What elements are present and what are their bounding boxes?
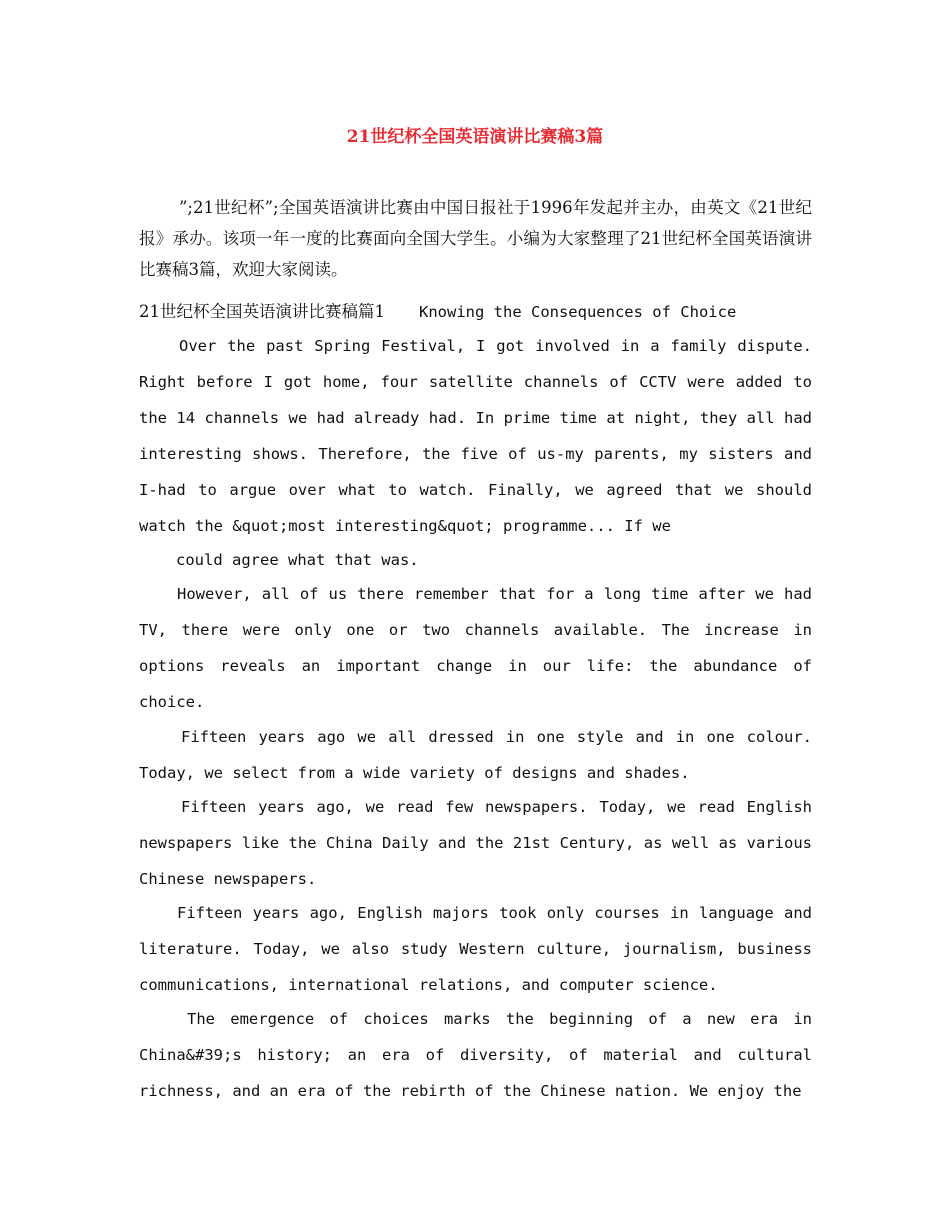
body-paragraph-2: However, all of us there remember that for a long time after we had TV, there were only one or two channels available. The increase in options reveals an important change in our life: the abundance of choice. — [139, 585, 812, 711]
body-paragraph-5: Fifteen years ago, English majors took only courses in language and literature. Today, we also study Western culture, journalism, business communications, international relations, and computer science. — [139, 904, 812, 994]
section-heading-en: Knowing the Consequences of Choice — [419, 303, 737, 321]
document-title: 21世纪杯全国英语演讲比赛稿3篇 — [346, 127, 604, 147]
section-heading-cn: 21世纪杯全国英语演讲比赛稿篇1 — [139, 302, 385, 321]
body-paragraph-1-continuation: could agree what that was. — [176, 551, 419, 569]
intro-paragraph — [139, 192, 812, 285]
section-heading — [139, 298, 839, 326]
body-paragraph-3: Fifteen years ago we all dressed in one style and in one colour. Today, we select from a wide variety of designs and shades. — [139, 728, 812, 782]
body-paragraph-1: Over the past Spring Festival, I got involved in a family dispute. Right before I got home, four satellite channels of CCTV were added to the 14 channels we had already had. In prime time at night, they all had interesting shows. Therefore, the five of us-my parents, my sisters and I-had to argue over what to watch. Finally, we agreed that we should watch the &quot;most interesting&quot; programme... If we — [139, 337, 812, 535]
intro-text: ”;21世纪杯”;全国英语演讲比赛由中国日报社于1996年发起并主办，由英文《21世纪报》承办。该项一年一度的比赛面向全国大学生。小编为大家整理了21世纪杯全国英语演讲比赛稿3篇，欢迎大家阅读。 — [139, 198, 812, 279]
body-paragraph-4: Fifteen years ago, we read few newspapers. Today, we read English newspapers like the China Daily and the 21st Century, as well as various Chinese newspapers. — [139, 798, 812, 888]
body-paragraph-6: The emergence of choices marks the beginning of a new era in China&#39;s history; an era of diversity, of material and cultural richness, and an era of the rebirth of the Chinese nation. We enjoy the — [139, 1010, 812, 1100]
